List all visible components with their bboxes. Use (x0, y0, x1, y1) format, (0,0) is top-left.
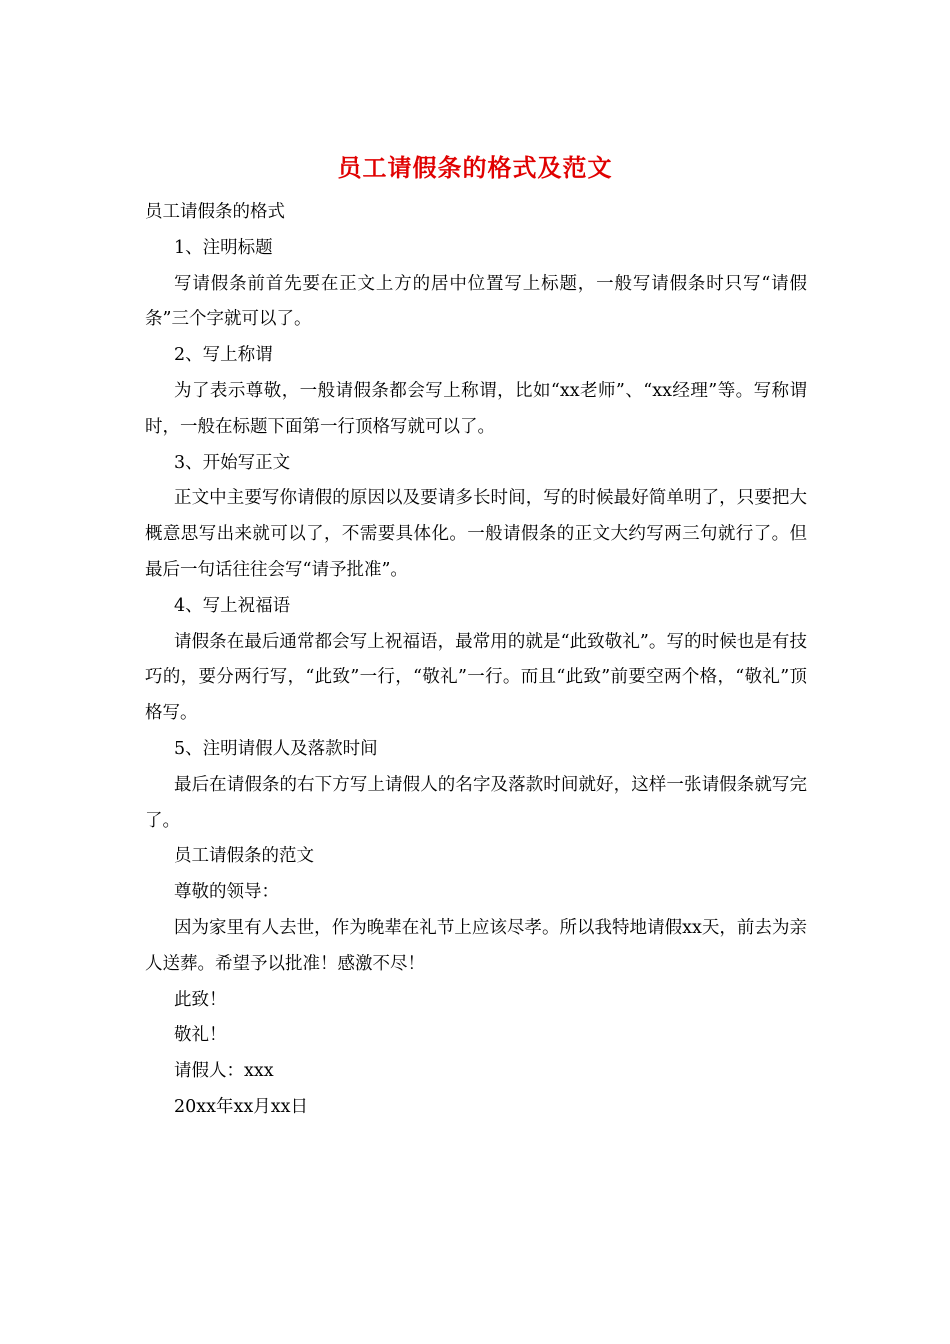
paragraph: 请假人：xxx (174, 1061, 274, 1082)
paragraph: 此致！ (174, 989, 227, 1010)
paragraph: 写请假条前首先要在正文上方的居中位置写上标题，一般写请假条时只写“请假条”三个字就可以了。 (145, 273, 807, 330)
paragraph: 员工请假条的范文 (174, 846, 314, 867)
paragraph: 尊敬的领导： (174, 882, 279, 903)
paragraph: 正文中主要写你请假的原因以及要请多长时间，写的时候最好简单明了，只要把大概意思写出来就可以了，不需要具体化。一般请假条的正文大约写两三句就行了。但最后一句话往往会写“请予批准”。 (145, 488, 807, 580)
paragraph: 5、注明请假人及落款时间 (174, 738, 378, 759)
paragraph: 因为家里有人去世，作为晚辈在礼节上应该尽孝。所以我特地请假xx天，前去为亲人送葬。希望予以批准！感激不尽！ (145, 917, 807, 974)
paragraph: 20xx年xx月xx日 (174, 1096, 308, 1117)
paragraph: 为了表示尊敬，一般请假条都会写上称谓，比如“xx老师”、“xx经理”等。写称谓时，一般在标题下面第一行顶格写就可以了。 (145, 380, 807, 437)
document-body (145, 195, 807, 1126)
paragraph: 最后在请假条的右下方写上请假人的名字及落款时间就好，这样一张请假条就写完了。 (145, 774, 807, 831)
paragraph: 1、注明标题 (174, 237, 273, 258)
paragraph: 4、写上祝福语 (174, 595, 291, 616)
paragraph: 3、开始写正文 (174, 452, 291, 473)
paragraph: 敬礼！ (174, 1025, 227, 1046)
paragraph: 员工请假条的格式 (145, 202, 285, 222)
document-title: 员工请假条的格式及范文 (337, 153, 613, 182)
paragraph: 2、写上称谓 (174, 345, 273, 366)
paragraph: 请假条在最后通常都会写上祝福语，最常用的就是“此致敬礼”。写的时候也是有技巧的，要分两行写，“此致”一行，“敬礼”一行。而且“此致”前要空两个格，“敬礼”顶格写。 (145, 631, 807, 724)
